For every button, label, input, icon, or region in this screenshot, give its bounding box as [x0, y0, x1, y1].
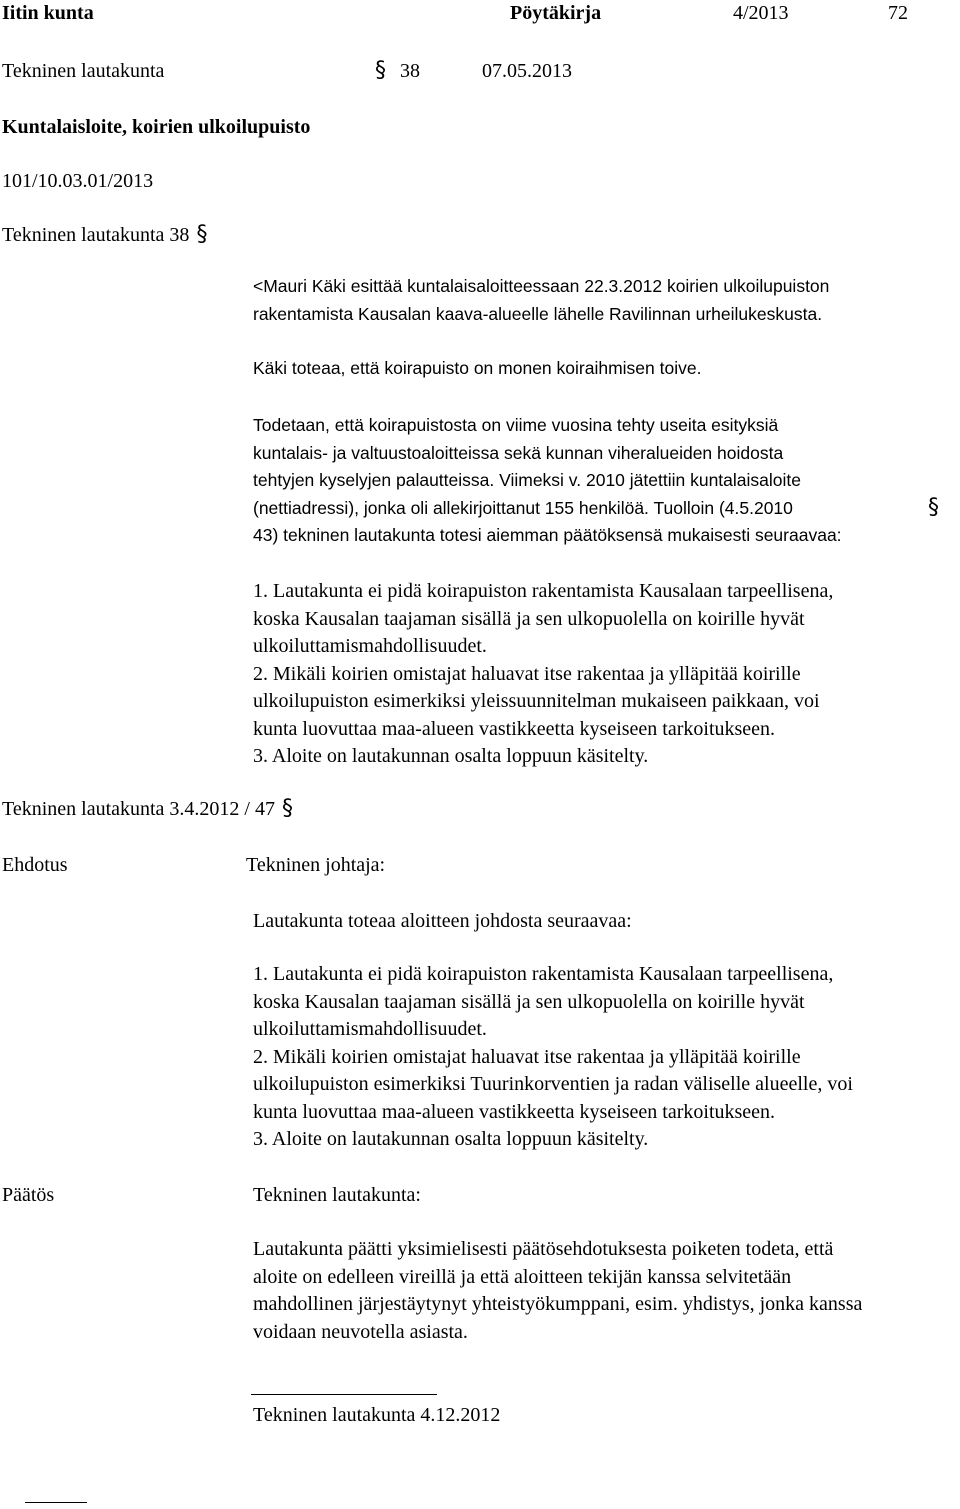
list-item: kunta luovuttaa maa-alueen vastikkeetta kyseiseen tarkoitukseen.: [253, 1100, 776, 1123]
text-line: (nettiadressi), jonka oli allekirjoittanut 155 henkilöä. Tuolloin (4.5.2010: [253, 497, 793, 518]
text-line: tehtyjen kyselyjen palautteissa. Viimeksi v. 2010 jätettiin kuntalaisaloite: [253, 470, 801, 490]
list-item: ulkoilupuiston esimerkiksi Tuurinkorventien ja radan väliselle alueelle, voi: [253, 1073, 853, 1095]
separator-line: [251, 1394, 437, 1395]
section-sign-icon: §: [375, 58, 386, 83]
proposal-list: [253, 961, 958, 1154]
list-item: 2. Mikäli koirien omistajat haluavat itse rakentaa ja ylläpitää koirille: [253, 662, 801, 685]
list-item: 1. Lautakunta ei pidä koirapuiston rakentamista Kausalaan tarpeellisena,: [253, 580, 834, 602]
prior-meeting-label: [2, 796, 293, 822]
page-number: 72: [888, 2, 908, 24]
meeting-date: 07.05.2013: [482, 60, 572, 82]
section-number: 38: [400, 60, 420, 82]
reference-number: 101/10.03.01/2013: [2, 170, 154, 192]
meeting-reference: [2, 222, 207, 248]
list-item: 1. Lautakunta ei pidä koirapuiston rakentamista Kausalaan tarpeellisena,: [253, 963, 834, 985]
section-sign-icon: §: [928, 495, 939, 520]
text-line: Lautakunta päätti yksimielisesti päätösehdotuksesta poiketen todeta, että: [253, 1238, 834, 1260]
text-line: Todetaan, että koirapuistosta on viime vuosina tehty useita esityksiä: [253, 415, 779, 435]
earlier-decision-list: [253, 578, 958, 771]
footnote-rule: [25, 1502, 87, 1503]
list-item: 3. Aloite on lautakunnan osalta loppuun käsitelty.: [253, 745, 649, 767]
list-item: 3. Aloite on lautakunnan osalta loppuun käsitelty.: [253, 1128, 649, 1150]
section-sign-icon: §: [282, 796, 293, 821]
list-item: koska Kausalan taajaman sisällä ja sen ulkopuolella on koirille hyvät: [253, 607, 805, 630]
decision-label: Päätös: [2, 1184, 55, 1206]
text-line: rakentamista Kausalan kaava-alueelle lähelle Ravilinnan urheilukeskusta.: [253, 303, 823, 324]
text-line: kuntalais- ja valtuustoaloitteissa sekä kunnan viheralueiden hoidosta: [253, 442, 784, 463]
history-paragraph: [253, 412, 958, 550]
text-line: mahdollinen järjestäytynyt yhteistyökumppani, esim. yhdistys, jonka kanssa: [253, 1293, 863, 1315]
text-line: <Mauri Käki esittää kuntalaisaloitteessaan 22.3.2012 koirien ulkoilupuiston: [253, 276, 830, 296]
proposal-lead: Lautakunta toteaa aloitteen johdosta seuraavaa:: [253, 910, 632, 932]
list-item: koska Kausalan taajaman sisällä ja sen ulkopuolella on koirille hyvät: [253, 990, 805, 1013]
list-item: 2. Mikäli koirien omistajat haluavat itse rakentaa ja ylläpitää koirille: [253, 1045, 801, 1068]
next-meeting-label: Tekninen lautakunta 4.12.2012: [253, 1404, 501, 1426]
list-item: ulkoilupuiston esimerkiksi yleissuunnitelman mukaiseen paikkaan, voi: [253, 690, 820, 712]
text-line: 43) tekninen lautakunta totesi aiemman päätöksensä mukaisesti seuraavaa:: [253, 525, 842, 545]
org-name: Iitin kunta: [2, 2, 94, 24]
page-title: Kuntalaisloite, koirien ulkoilupuisto: [2, 116, 311, 138]
decision-paragraph: [253, 1236, 958, 1346]
list-item: kunta luovuttaa maa-alueen vastikkeetta kyseiseen tarkoitukseen.: [253, 717, 776, 740]
issue-number: 4/2013: [733, 2, 789, 24]
meeting-reference-text: Tekninen lautakunta 38: [2, 224, 190, 246]
list-item: ulkoiluttamismahdollisuudet.: [253, 1018, 487, 1040]
document-type: Pöytäkirja: [510, 2, 602, 24]
statement-paragraph: [253, 355, 958, 383]
list-item: ulkoiluttamismahdollisuudet.: [253, 635, 487, 657]
committee-name: Tekninen lautakunta: [2, 60, 165, 82]
intro-paragraph: [253, 273, 958, 328]
prior-meeting-text: Tekninen lautakunta 3.4.2012 / 47: [2, 798, 275, 820]
decision-body: Tekninen lautakunta:: [253, 1184, 421, 1206]
proposal-presenter: Tekninen johtaja:: [246, 854, 386, 876]
proposal-label: Ehdotus: [2, 854, 68, 876]
text-line: aloite on edelleen vireillä ja että aloitteen tekijän kanssa selvitetään: [253, 1265, 792, 1288]
text-line: voidaan neuvotella asiasta.: [253, 1320, 468, 1343]
section-sign-icon: §: [196, 222, 208, 247]
text-line: Käki toteaa, että koirapuisto on monen koiraihmisen toive.: [253, 358, 702, 378]
